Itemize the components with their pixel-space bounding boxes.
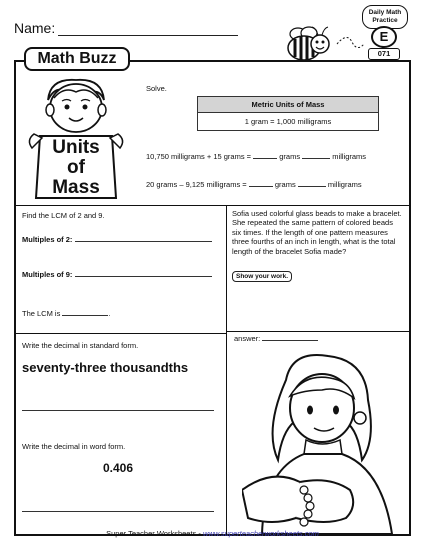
answer-blank[interactable] (302, 158, 330, 159)
problem-1 (146, 152, 366, 161)
decimal-prompt-word: Write the decimal in word form. (22, 442, 126, 451)
decimal-number: 0.406 (102, 461, 134, 475)
show-your-work-label: Show your work. (232, 271, 292, 282)
lcm-answer-label: The LCM is (22, 309, 61, 318)
answer-blank[interactable] (75, 241, 212, 242)
answer-blank[interactable] (298, 186, 326, 187)
multiples-of-9-row (22, 270, 212, 279)
answer-blank[interactable] (253, 158, 277, 159)
answer-blank[interactable] (75, 276, 212, 277)
footer-brand: Super Teacher Worksheets - (106, 529, 203, 538)
footer (0, 529, 425, 538)
name-label: Name: (14, 20, 56, 36)
answer-line[interactable] (22, 511, 214, 512)
decimal-prompt-standard: Write the decimal in standard form. (22, 341, 139, 350)
badge-line1: Daily Math (368, 9, 402, 16)
table-header: Metric Units of Mass (198, 97, 378, 113)
sign-text (34, 138, 118, 198)
metric-mass-table (197, 96, 379, 131)
problem-2 (146, 180, 362, 189)
unit-label: milligrams (332, 152, 367, 161)
divider (226, 205, 227, 536)
badge-line2: Practice (372, 17, 398, 24)
answer-line[interactable] (22, 410, 214, 411)
badge-number: 071 (368, 48, 400, 60)
problem-2-text: 20 grams – 9,125 milligrams = (146, 180, 247, 189)
lcm-prompt: Find the LCM of 2 and 9. (22, 211, 105, 220)
answer-row (234, 334, 318, 343)
worksheet-title: Math Buzz (24, 47, 130, 71)
lcm-answer-row (22, 309, 111, 318)
sign-line1: Units (52, 137, 100, 158)
sign-line2: of (67, 157, 85, 178)
answer-label: answer: (234, 334, 261, 343)
answer-blank[interactable] (249, 186, 273, 187)
lcm-answer-period: . (108, 309, 111, 318)
unit-label: grams (274, 180, 296, 189)
name-input-line[interactable] (58, 35, 238, 36)
multiples-of-2-label: Multiples of 2: (22, 235, 73, 244)
table-row: 1 gram = 1,000 milligrams (244, 117, 332, 126)
unit-label: grams (279, 152, 301, 161)
answer-blank[interactable] (62, 315, 108, 316)
divider (226, 331, 411, 332)
word-problem-text: Sofia used colorful glass beads to make a bracelet. She repeated the same pattern of colored beads six times. If the length of one pattern measures three fourths of an inch in length, what is the total length of the bracelet Sofia made? (232, 209, 402, 256)
sign-line3: Mass (52, 177, 100, 198)
badge-letter: E (371, 26, 397, 48)
answer-blank[interactable] (262, 340, 318, 341)
girl-illustration (242, 350, 404, 534)
multiples-of-2-row (22, 235, 212, 244)
decimal-words: seventy-three thousandths (22, 360, 189, 375)
multiples-of-9-label: Multiples of 9: (22, 270, 73, 279)
footer-link[interactable]: www.superteacherworksheets.com (202, 529, 319, 538)
divider (14, 333, 226, 334)
instruction-solve: Solve. (146, 84, 167, 93)
unit-label: milligrams (327, 180, 362, 189)
divider (14, 205, 411, 206)
problem-1-text: 10,750 milligrams + 15 grams = (146, 152, 252, 161)
